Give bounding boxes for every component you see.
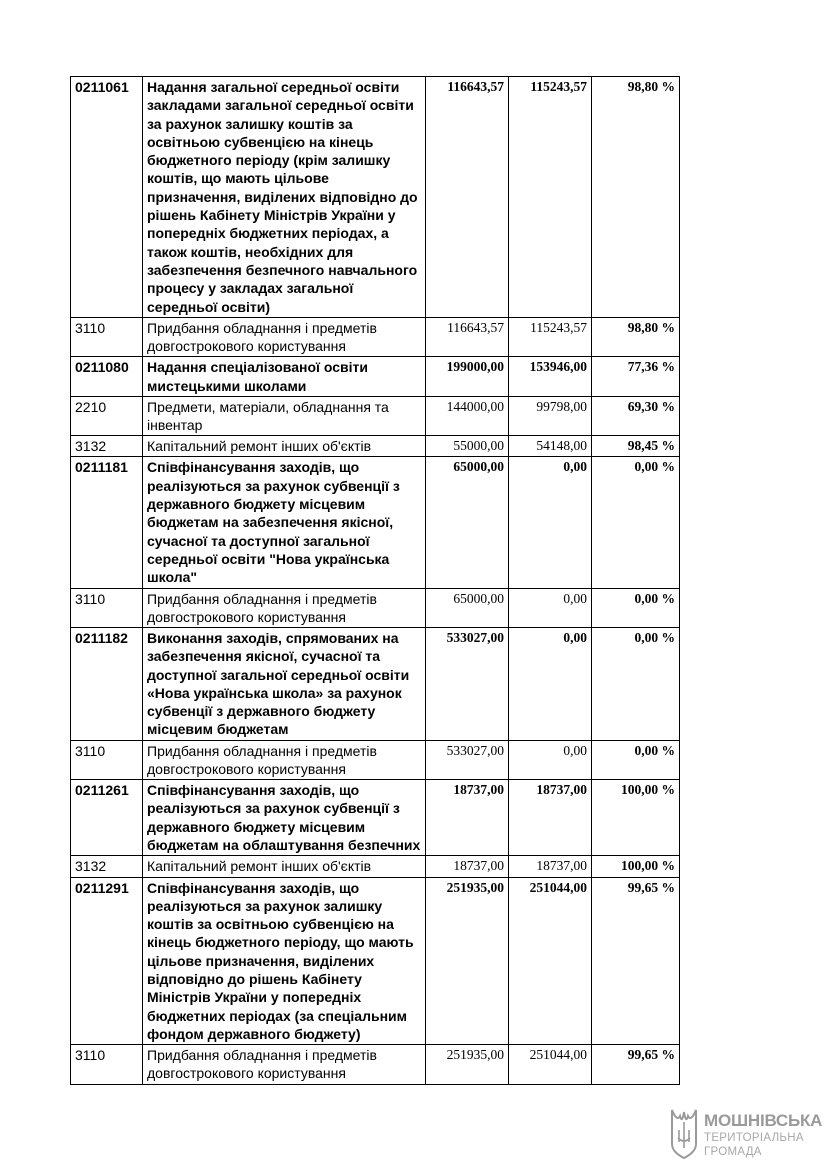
row-plan: 251935,00 <box>426 877 509 1045</box>
row-actual: 0,00 <box>509 740 592 779</box>
row-plan: 65000,00 <box>426 457 509 588</box>
row-plan: 55000,00 <box>426 436 509 457</box>
row-name: Придбання обладнання і предметів довгострокового користування <box>143 1045 426 1084</box>
logo-line-3: ГРОМАДА <box>704 1146 762 1158</box>
row-percent: 0,00 % <box>592 457 680 588</box>
row-name: Співфінансування заходів, що реалізуються за рахунок залишку коштів за освітньою субвенцією на кінець бюджетного періоду, що мають цільове призначення, виділених відповідно до рішень Кабінету Міністрів України у попередніх бюджетних періодах (за спеціальним фондом державного бюджету) <box>143 877 426 1045</box>
row-code: 0211181 <box>71 457 143 588</box>
row-actual: 0,00 <box>509 588 592 627</box>
row-code: 3110 <box>71 317 143 356</box>
expense-item-row <box>71 317 680 356</box>
program-row <box>71 77 680 318</box>
row-code: 0211080 <box>71 357 143 397</box>
expense-item-row <box>71 1045 680 1084</box>
row-actual: 115243,57 <box>509 77 592 318</box>
row-name: Надання загальної середньої освіти закладами загальної середньої освіти за рахунок залишку коштів за освітньою субвенцією на кінець бюджетного періоду (крім залишку коштів, що мають цільове призначення, виділених відповідно до рішень Кабінету Міністрів України у попередніх бюджетних періодах, а також коштів, необхідних для забезпечення безпечного навчального процесу у закладах загальної середньої освіти) <box>143 77 426 318</box>
row-percent: 0,00 % <box>592 740 680 779</box>
row-name: Співфінансування заходів, що реалізуються за рахунок субвенції з державного бюджету місцевим бюджетам на забезпечення якісної, сучасної та доступної загальної середньої освіти "Нова українська школа" <box>143 457 426 588</box>
row-actual: 99798,00 <box>509 396 592 435</box>
row-percent: 98,80 % <box>592 317 680 356</box>
logo-name: МОШНІВСЬКА <box>704 1111 823 1130</box>
row-percent: 99,65 % <box>592 877 680 1045</box>
row-percent: 77,36 % <box>592 357 680 397</box>
row-code: 3132 <box>71 856 143 877</box>
logo-line-2: ТЕРИТОРІАЛЬНА <box>704 1132 804 1144</box>
row-percent: 0,00 % <box>592 627 680 740</box>
row-actual: 153946,00 <box>509 357 592 397</box>
program-row <box>71 627 680 740</box>
expense-item-row <box>71 740 680 779</box>
row-plan: 251935,00 <box>426 1045 509 1084</box>
row-name: Придбання обладнання і предметів довгострокового користування <box>143 588 426 627</box>
row-name: Співфінансування заходів, що реалізуються за рахунок субвенції з державного бюджету місцевим бюджетам на облаштування безпечних <box>143 780 426 856</box>
budget-execution-table <box>70 76 680 1085</box>
row-percent: 98,80 % <box>592 77 680 318</box>
row-plan: 533027,00 <box>426 740 509 779</box>
row-name: Виконання заходів, спрямованих на забезпечення якісної, сучасної та доступної загальної середньої освіти «Нова українська школа» за рахунок субвенції з державного бюджету місцевим бюджетам <box>143 627 426 740</box>
row-code: 0211261 <box>71 780 143 856</box>
row-plan: 65000,00 <box>426 588 509 627</box>
row-percent: 100,00 % <box>592 780 680 856</box>
row-plan: 144000,00 <box>426 396 509 435</box>
program-row <box>71 877 680 1045</box>
row-plan: 18737,00 <box>426 856 509 877</box>
row-name: Предмети, матеріали, обладнання та інвентар <box>143 396 426 435</box>
row-percent: 100,00 % <box>592 856 680 877</box>
row-percent: 0,00 % <box>592 588 680 627</box>
tryzub-icon <box>670 1108 698 1160</box>
row-code: 0211061 <box>71 77 143 318</box>
row-plan: 533027,00 <box>426 627 509 740</box>
row-actual: 251044,00 <box>509 1045 592 1084</box>
row-code: 3110 <box>71 588 143 627</box>
row-percent: 99,65 % <box>592 1045 680 1084</box>
row-actual: 251044,00 <box>509 877 592 1045</box>
row-code: 0211291 <box>71 877 143 1045</box>
budget-report-page <box>70 76 680 1085</box>
program-row <box>71 457 680 588</box>
row-code: 3110 <box>71 740 143 779</box>
row-actual: 0,00 <box>509 457 592 588</box>
row-code: 3132 <box>71 436 143 457</box>
row-code: 0211182 <box>71 627 143 740</box>
row-actual: 0,00 <box>509 627 592 740</box>
program-row <box>71 357 680 397</box>
row-name: Капітальний ремонт інших об'єктів <box>143 436 426 457</box>
expense-item-row <box>71 436 680 457</box>
program-row <box>71 780 680 856</box>
row-plan: 199000,00 <box>426 357 509 397</box>
row-name: Капітальний ремонт інших об'єктів <box>143 856 426 877</box>
expense-item-row <box>71 396 680 435</box>
row-name: Придбання обладнання і предметів довгострокового користування <box>143 317 426 356</box>
row-plan: 116643,57 <box>426 77 509 318</box>
row-name: Придбання обладнання і предметів довгострокового користування <box>143 740 426 779</box>
row-code: 2210 <box>71 396 143 435</box>
community-logo <box>670 1108 823 1164</box>
row-actual: 18737,00 <box>509 856 592 877</box>
row-actual: 115243,57 <box>509 317 592 356</box>
expense-item-row <box>71 588 680 627</box>
row-name: Надання спеціалізованої освіти мистецькими школами <box>143 357 426 397</box>
row-actual: 54148,00 <box>509 436 592 457</box>
row-plan: 116643,57 <box>426 317 509 356</box>
expense-item-row <box>71 856 680 877</box>
row-code: 3110 <box>71 1045 143 1084</box>
row-plan: 18737,00 <box>426 780 509 856</box>
row-percent: 98,45 % <box>592 436 680 457</box>
row-percent: 69,30 % <box>592 396 680 435</box>
row-actual: 18737,00 <box>509 780 592 856</box>
